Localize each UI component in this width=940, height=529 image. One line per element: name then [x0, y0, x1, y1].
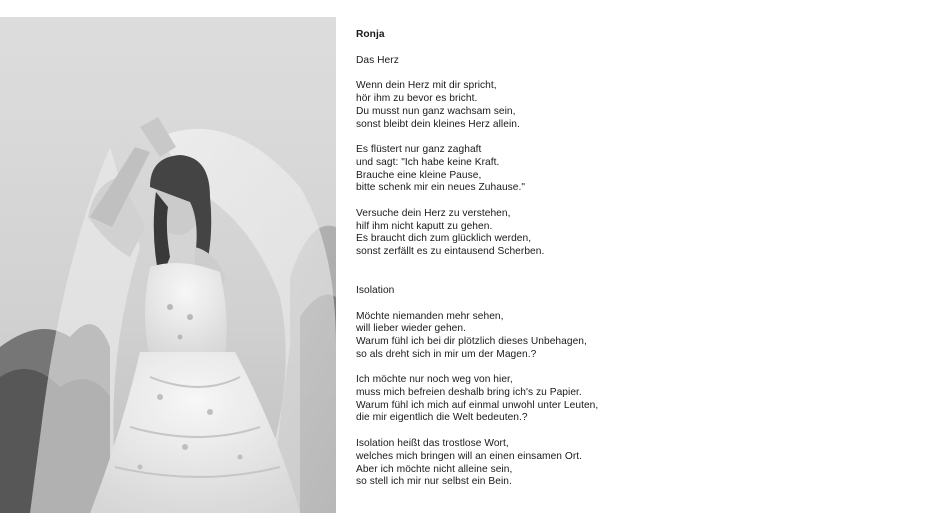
poem-line: so stell ich mir nur selbst ein Bein. [356, 476, 512, 488]
poem-line: Warum fühl ich mich auf einmal unwohl unter Leuten, [356, 399, 599, 411]
bride-veil-photo [0, 17, 336, 513]
poem-line: Wenn dein Herz mit dir spricht, [356, 80, 497, 92]
poem-stanza [356, 208, 916, 259]
poem-line: bitte schenk mir ein neues Zuhause." [356, 182, 526, 194]
poem-line: sonst bleibt dein kleines Herz allein. [356, 118, 520, 130]
poem-stanza [356, 80, 916, 131]
poem-line: Es braucht dich zum glücklich werden, [356, 233, 532, 245]
poem-title: Das Herz [356, 54, 399, 66]
poem-line: die mir eigentlich die Welt bedeuten.? [356, 412, 528, 424]
poem-stanza [356, 374, 916, 425]
poem-line: Ich möchte nur noch weg von hier, [356, 374, 513, 386]
veil-woman-image [0, 17, 336, 513]
poem-line: Es flüstert nur ganz zaghaft [356, 144, 482, 156]
poem-line: so als dreht sich in mir um der Magen.? [356, 348, 537, 360]
poem-text-column [356, 29, 916, 502]
poem-line: Brauche eine kleine Pause, [356, 169, 482, 181]
poem-line: und sagt: "Ich habe keine Kraft. [356, 156, 500, 168]
poem-line: will lieber wieder gehen. [356, 323, 466, 335]
poem-line: Isolation heißt das trostlose Wort, [356, 438, 509, 450]
poem-line: welches mich bringen will an einen einsamen Ort. [356, 450, 583, 462]
poem-stanza [356, 438, 916, 489]
poem-line: Versuche dein Herz zu verstehen, [356, 208, 511, 220]
poem-line: hilf ihm nicht kaputt zu gehen. [356, 220, 493, 232]
poem-line: Du musst nun ganz wachsam sein, [356, 105, 516, 117]
poem-line: muss mich befreien deshalb bring ich's zu Papier. [356, 387, 582, 399]
poem-line: sonst zerfällt es zu eintausend Scherben. [356, 246, 545, 258]
author-name: Ronja [356, 29, 385, 40]
poem-line: hör ihm zu bevor es bricht. [356, 93, 478, 105]
poem-stanza [356, 144, 916, 195]
poem-line: Aber ich möchte nicht alleine sein, [356, 463, 513, 475]
poem-stanza [356, 311, 916, 362]
poem-title: Isolation [356, 284, 395, 296]
poem-line: Möchte niemanden mehr sehen, [356, 310, 504, 322]
poem-separator [356, 272, 916, 285]
poem-line: Warum fühl ich bei dir plötzlich dieses Unbehagen, [356, 335, 587, 347]
